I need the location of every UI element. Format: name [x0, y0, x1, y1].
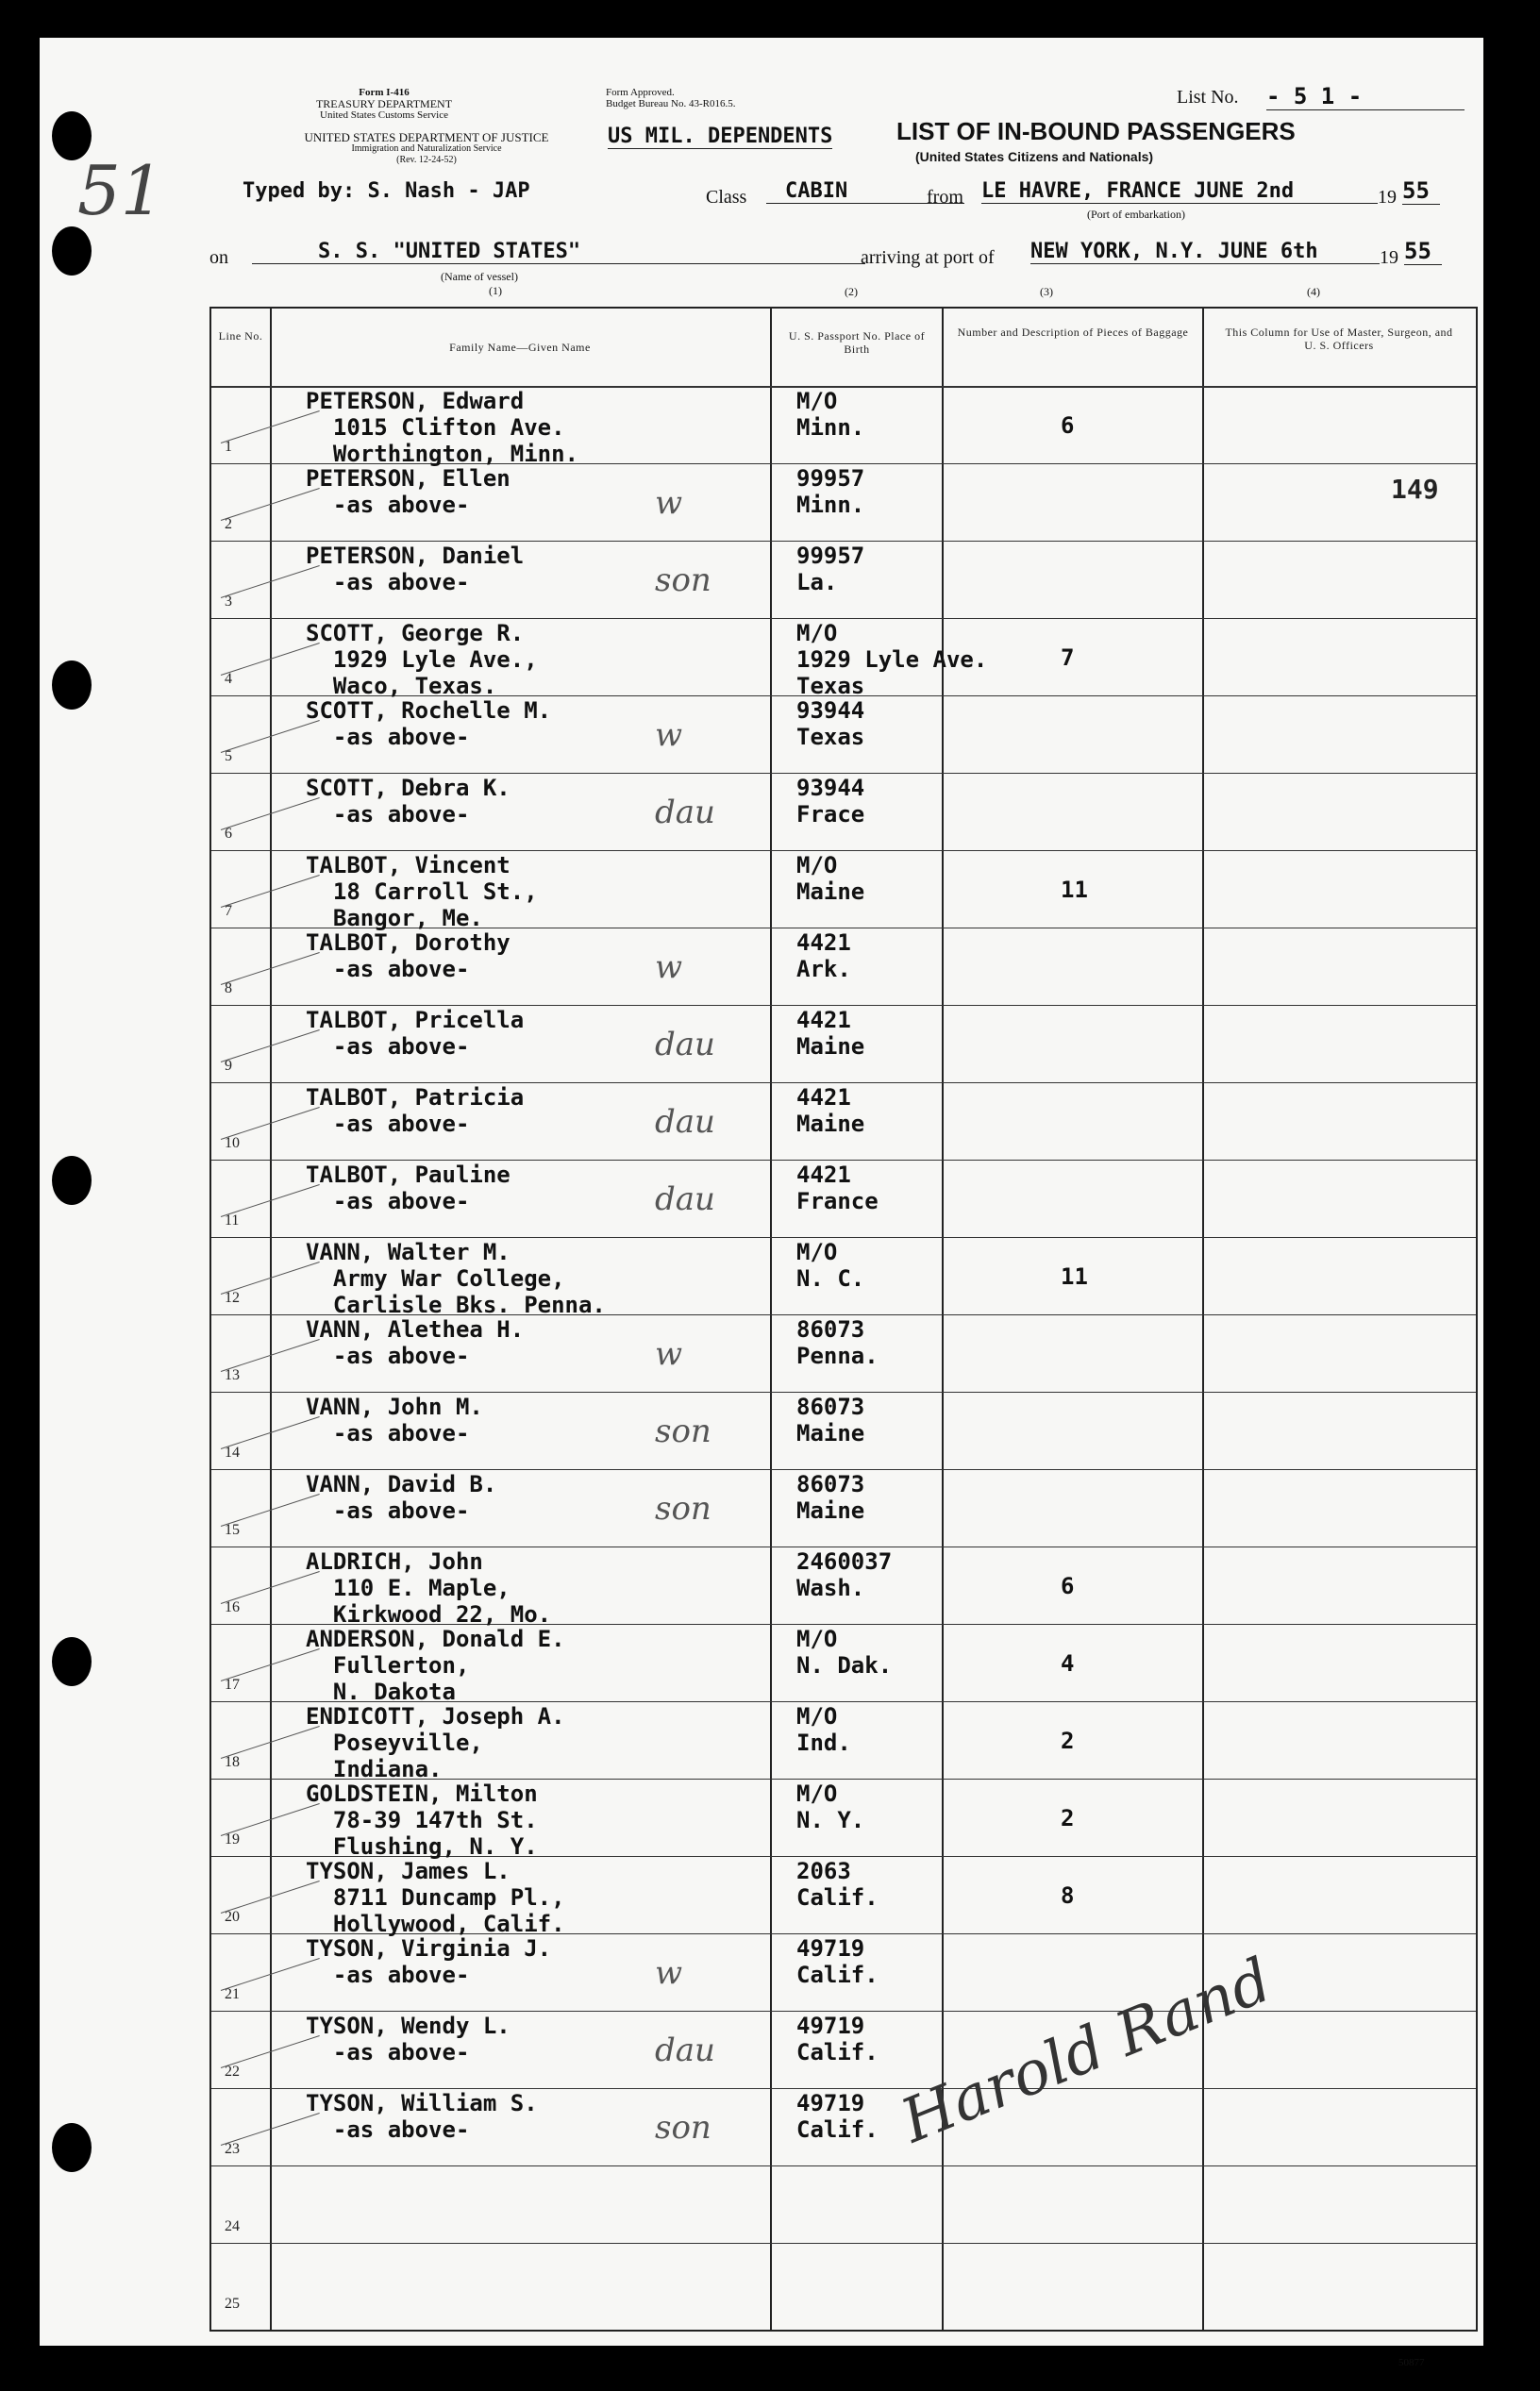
passenger-name: SCOTT, George R. 1929 Lyle Ave., Waco, Texas. [306, 620, 538, 699]
passenger-name: SCOTT, Debra K. -as above- [306, 775, 511, 828]
baggage-count: 6 [1061, 1573, 1075, 1599]
ins-service: Immigration and Naturalization Service [351, 143, 502, 154]
passenger-name: TALBOT, Dorothy -as above- [306, 929, 511, 982]
form-agency-block [276, 87, 493, 121]
passenger-name: SCOTT, Rochelle M. -as above- [306, 697, 552, 750]
table-row [211, 1469, 1476, 1547]
passenger-name: PETERSON, Edward 1015 Clifton Ave. Worthington, Minn. [306, 388, 578, 467]
baggage-count: 8 [1061, 1882, 1075, 1909]
passport-birthplace: 93944 Frace [796, 775, 865, 828]
line-number: 19 [225, 1831, 240, 1848]
passport-birthplace: 4421 Maine [796, 1084, 865, 1137]
list-no-label: List No. [1177, 87, 1239, 108]
line-number: 18 [225, 1754, 240, 1770]
passenger-name: TALBOT, Pricella -as above- [306, 1007, 525, 1060]
relationship-annotation: w [655, 1954, 683, 1992]
table-row [211, 773, 1476, 850]
passport-birthplace: 49719 Calif. [796, 2090, 879, 2143]
relationship-annotation: w [655, 948, 683, 986]
table-row [211, 1314, 1476, 1392]
officer-note: 149 [1391, 474, 1439, 505]
punch-hole [52, 111, 92, 160]
passenger-name: TYSON, William S. -as above- [306, 2090, 538, 2143]
list-no-value: - 5 1 - [1266, 83, 1465, 110]
table-row [211, 1779, 1476, 1860]
passport-birthplace: 4421 Maine [796, 1007, 865, 1060]
year2-value: 55 [1404, 238, 1442, 265]
baggage-count: 6 [1061, 412, 1075, 439]
year-prefix: 19 [1378, 187, 1397, 208]
justice-dept: UNITED STATES DEPARTMENT OF JUSTICE [304, 130, 549, 144]
col-header-passport: U. S. Passport No. Place of Birth [788, 329, 926, 356]
line-number: 10 [225, 1135, 240, 1151]
passenger-name: TALBOT, Vincent 18 Carroll St., Bangor, Me. [306, 852, 538, 931]
officer-signature: Harold Rand [892, 1945, 1281, 2158]
passenger-name: TALBOT, Patricia -as above- [306, 1084, 525, 1137]
arriving-label: arriving at port of [861, 247, 995, 268]
table-row [211, 541, 1476, 618]
baggage-count: 11 [1061, 877, 1088, 903]
table-row [211, 1005, 1476, 1082]
form-approved: Form Approved. [606, 87, 675, 98]
passport-birthplace: 49719 Calif. [796, 1935, 879, 1988]
line-number: 25 [225, 2296, 240, 2312]
line-number: 4 [225, 671, 232, 687]
table-row [211, 1856, 1476, 1937]
relationship-annotation: w [655, 484, 683, 522]
passport-birthplace: 4421 France [796, 1162, 879, 1214]
line-number: 14 [225, 1445, 240, 1461]
year2-prefix: 19 [1380, 247, 1398, 268]
relationship-annotation: dau [655, 1026, 715, 1063]
form-number: Form I-416 [359, 87, 410, 98]
table-row [211, 386, 1476, 467]
class-value: CABIN [766, 179, 964, 204]
passenger-name: PETERSON, Daniel -as above- [306, 543, 525, 595]
margin-handwritten-number: 51 [77, 151, 164, 230]
passenger-name: PETERSON, Ellen -as above- [306, 465, 511, 518]
table-row [211, 1160, 1476, 1237]
passport-birthplace: 99957 La. [796, 543, 865, 595]
punch-hole [52, 1637, 92, 1686]
manifest-title: LIST OF IN-BOUND PASSENGERS [896, 117, 1296, 145]
line-number: 5 [225, 748, 232, 764]
relationship-annotation: dau [655, 1180, 715, 1218]
arriving-value: NEW YORK, N.Y. JUNE 6th [1030, 240, 1380, 264]
col-header-officers: This Column for Use of Master, Surgeon, and U. S. Officers [1225, 326, 1453, 352]
line-number: 6 [225, 826, 232, 842]
passport-birthplace: M/O N. Dak. [796, 1626, 893, 1679]
table-row [211, 1933, 1476, 2011]
table-row [211, 2165, 1476, 2243]
relationship-annotation: w [655, 1335, 683, 1373]
passenger-name: TYSON, James L. 8711 Duncamp Pl., Hollywood, Calif. [306, 1858, 565, 1937]
passport-birthplace: M/O Minn. [796, 388, 865, 441]
passenger-name: ANDERSON, Donald E. Fullerton, N. Dakota [306, 1626, 565, 1705]
passport-birthplace: 99957 Minn. [796, 465, 865, 518]
table-row [211, 695, 1476, 773]
passenger-name: TYSON, Virginia J. -as above- [306, 1935, 552, 1988]
passport-birthplace: M/O N. C. [796, 1239, 865, 1292]
baggage-count: 2 [1061, 1805, 1075, 1831]
punch-hole [52, 2123, 92, 2172]
passport-birthplace: 2460037 Wash. [796, 1548, 893, 1601]
manifest-page [40, 38, 1483, 2368]
year-value: 55 [1402, 177, 1440, 205]
passenger-name: GOLDSTEIN, Milton 78-39 147th St. Flushing, N. Y. [306, 1781, 538, 1860]
passport-birthplace: M/O N. Y. [796, 1781, 865, 1833]
passenger-name: TYSON, Wendy L. -as above- [306, 2013, 511, 2065]
passenger-name: VANN, David B. -as above- [306, 1471, 497, 1524]
manifest-subtitle: (United States Citizens and Nationals) [915, 149, 1154, 164]
typed-by: Typed by: S. Nash - JAP [243, 179, 530, 203]
table-row [211, 850, 1476, 931]
rev-date: (Rev. 12-24-52) [396, 155, 457, 165]
budget-bureau: Budget Bureau No. 43-R016.5. [606, 98, 736, 109]
table-row [211, 928, 1476, 1005]
relationship-annotation: son [655, 1490, 711, 1528]
line-number: 22 [225, 2064, 240, 2080]
col-header-line-no: Line No. [218, 329, 263, 343]
relationship-annotation: dau [655, 2032, 715, 2069]
line-number: 2 [225, 516, 232, 532]
col1-number: (1) [489, 284, 502, 297]
vessel-name: S. S. "UNITED STATES" [252, 240, 865, 264]
dependents-label: US MIL. DEPENDENTS [608, 125, 833, 148]
relationship-annotation: son [655, 2109, 711, 2147]
line-number: 15 [225, 1522, 240, 1538]
from-label: from [927, 187, 963, 208]
passenger-name: VANN, Walter M. Army War College, Carlisle Bks. Penna. [306, 1239, 606, 1318]
table-row [211, 1547, 1476, 1628]
punch-hole [52, 1156, 92, 1205]
passport-birthplace: 86073 Penna. [796, 1316, 879, 1369]
relationship-annotation: dau [655, 794, 715, 831]
footer-code: 50877 [1398, 2357, 1425, 2368]
line-number: 7 [225, 903, 232, 919]
baggage-count: 7 [1061, 644, 1075, 671]
col-header-baggage: Number and Description of Pieces of Baggage [957, 326, 1189, 339]
port-embark-caption: (Port of embarkation) [1087, 208, 1185, 221]
passport-birthplace: 86073 Maine [796, 1471, 865, 1524]
relationship-annotation: son [655, 1413, 711, 1450]
relationship-annotation: w [655, 716, 683, 754]
passport-birthplace: 2063 Calif. [796, 1858, 879, 1911]
table-row [211, 463, 1476, 541]
col-header-name: Family Name—Given Name [449, 341, 591, 354]
relationship-annotation: son [655, 561, 711, 599]
table-row [211, 1392, 1476, 1469]
punch-hole [52, 660, 92, 710]
customs-service: United States Customs Service [320, 109, 448, 121]
table-row [211, 1082, 1476, 1160]
line-number: 12 [225, 1290, 240, 1306]
line-number: 21 [225, 1986, 240, 2002]
from-value: LE HAVRE, FRANCE JUNE 2nd [981, 179, 1378, 204]
table-row [211, 2088, 1476, 2165]
line-number: 11 [225, 1212, 240, 1229]
baggage-count: 2 [1061, 1728, 1075, 1754]
approval-block [606, 87, 735, 109]
passenger-name: VANN, Alethea H. -as above- [306, 1316, 525, 1369]
vessel-caption: (Name of vessel) [441, 270, 518, 283]
passport-birthplace: 49719 Calif. [796, 2013, 879, 2065]
col3-number: (3) [1040, 285, 1053, 298]
baggage-count: 11 [1061, 1263, 1088, 1290]
line-number: 1 [225, 439, 232, 455]
passport-birthplace: 93944 Texas [796, 697, 865, 750]
class-label: Class [706, 187, 747, 208]
table-row [211, 1701, 1476, 1782]
table-row [211, 1624, 1476, 1705]
justice-block [209, 132, 644, 166]
passenger-name: ENDICOTT, Joseph A. Poseyville, Indiana. [306, 1703, 565, 1782]
line-number: 20 [225, 1909, 240, 1925]
passport-birthplace: M/O Maine [796, 852, 865, 905]
table-row [211, 2243, 1476, 2320]
line-number: 13 [225, 1367, 240, 1383]
passport-birthplace: M/O 1929 Lyle Ave. Texas [796, 620, 988, 699]
table-row [211, 618, 1476, 699]
relationship-annotation: dau [655, 1103, 715, 1141]
passport-birthplace: 86073 Maine [796, 1394, 865, 1446]
passenger-name: ALDRICH, John 110 E. Maple, Kirkwood 22, Mo. [306, 1548, 552, 1628]
line-number: 8 [225, 980, 232, 996]
col2-number: (2) [845, 285, 858, 298]
col4-number: (4) [1307, 285, 1320, 298]
table-row [211, 1237, 1476, 1318]
baggage-count: 4 [1061, 1650, 1075, 1677]
line-number: 24 [225, 2218, 240, 2234]
line-number: 16 [225, 1599, 240, 1615]
passport-birthplace: M/O Ind. [796, 1703, 851, 1756]
on-label: on [209, 247, 228, 268]
passenger-name: TALBOT, Pauline -as above- [306, 1162, 511, 1214]
table-row [211, 2011, 1476, 2088]
treasury-dept: TREASURY DEPARTMENT [315, 97, 453, 110]
passenger-name: VANN, John M. -as above- [306, 1394, 483, 1446]
punch-hole [52, 226, 92, 276]
passenger-table [209, 307, 1478, 2332]
passport-birthplace: 4421 Ark. [796, 929, 851, 982]
line-number: 9 [225, 1058, 232, 1074]
line-number: 17 [225, 1677, 240, 1693]
line-number: 23 [225, 2141, 240, 2157]
line-number: 3 [225, 594, 232, 610]
